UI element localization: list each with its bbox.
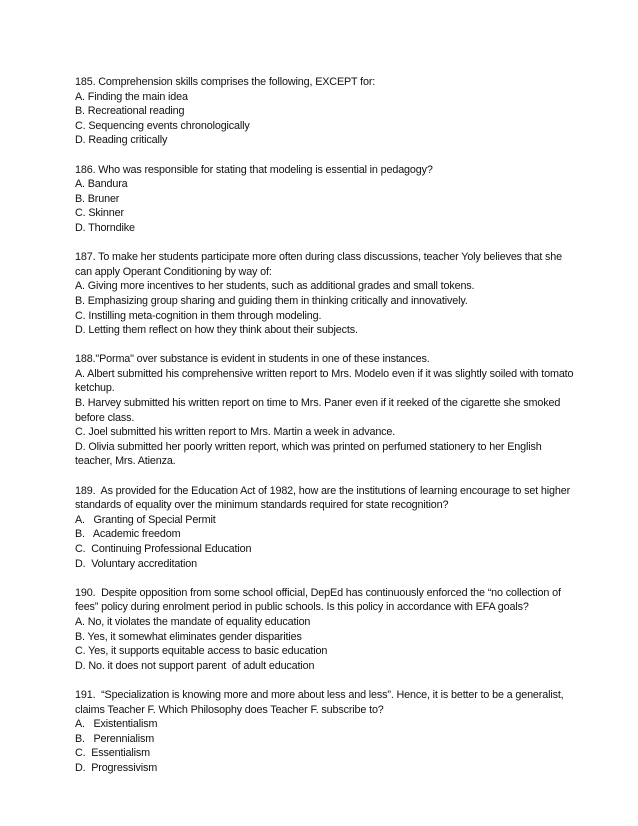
option-d: D. Letting them reflect on how they think about their subjects. xyxy=(75,324,358,337)
option-c: C. Joel submitted his written report to Mrs. Martin a week in advance. xyxy=(75,426,396,439)
question-stem: 186. Who was responsible for stating that modeling is essential in pedagogy? xyxy=(75,163,433,176)
option-d: D. No. it does not support parent of adult education xyxy=(75,659,315,672)
option-d: D. Thorndike xyxy=(75,221,135,234)
option-d: D. Progressivism xyxy=(75,761,158,774)
option-a: A. Albert submitted his comprehensive written report to Mrs. Modelo even if it was slightly soiled with tomato ketchup. xyxy=(75,367,577,395)
option-c: C. Sequencing events chronologically xyxy=(75,119,250,132)
question-190 xyxy=(75,586,575,674)
question-191 xyxy=(75,688,575,776)
option-b: B. Emphasizing group sharing and guiding them in thinking critically and innovatively. xyxy=(75,294,468,307)
option-b: B. Perennialism xyxy=(75,732,155,745)
question-187 xyxy=(75,250,575,338)
question-188 xyxy=(75,352,575,469)
question-185 xyxy=(75,75,575,148)
option-b: B. Yes, it somewhat eliminates gender disparities xyxy=(75,630,302,643)
option-c: C. Yes, it supports equitable access to basic education xyxy=(75,645,328,658)
question-189 xyxy=(75,484,575,572)
option-c: C. Continuing Professional Education xyxy=(75,543,252,555)
option-a: A. Bandura xyxy=(75,178,128,191)
question-stem: 190. Despite opposition from some school official, DepEd has continuously enforced the “no collection of fees” policy during enrolment period in public schools. Is this policy in accordance with EFA goals? xyxy=(75,586,564,614)
option-d: D. Voluntary accreditation xyxy=(75,557,197,570)
exam-document xyxy=(75,75,575,790)
option-a: A. Existentialism xyxy=(75,718,158,731)
option-b: B. Recreational reading xyxy=(75,105,185,118)
option-b: B. Academic freedom xyxy=(75,528,181,541)
option-a: A. Finding the main idea xyxy=(75,90,188,103)
question-stem: 188."Porma" over substance is evident in students in one of these instances. xyxy=(75,353,430,366)
option-b: B. Harvey submitted his written report on time to Mrs. Paner even if it reeked of the cigarette she smoked before class. xyxy=(75,397,564,424)
question-stem: 187. To make her students participate more often during class discussions, teacher Yoly believes that she can apply Operant Conditioning by way of: xyxy=(75,251,565,278)
question-stem: 191. “Specialization is knowing more and more about less and less”. Hence, it is better to be a generalist, claims Teacher F. Which Philosophy does Teacher F. subscribe to? xyxy=(75,688,567,716)
option-a: A. No, it violates the mandate of equality education xyxy=(75,615,311,628)
question-stem: 185. Comprehension skills comprises the following, EXCEPT for: xyxy=(75,76,376,88)
question-186 xyxy=(75,163,575,236)
option-a: A. Granting of Special Permit xyxy=(75,513,216,526)
option-b: B. Bruner xyxy=(75,192,120,205)
option-d: D. Olivia submitted her poorly written report, which was printed on perfumed stationery to her English teacher, Mrs. Atienza. xyxy=(75,440,545,468)
option-c: C. Skinner xyxy=(75,207,124,220)
question-stem: 189. As provided for the Education Act of 1982, how are the institutions of learning encourage to set higher standards of equality over the minimum standards required for state recognition? xyxy=(75,484,573,512)
option-c: C. Essentialism xyxy=(75,747,150,760)
option-c: C. Instilling meta-cognition in them through modeling. xyxy=(75,309,322,322)
option-a: A. Giving more incentives to her students, such as additional grades and small tokens. xyxy=(75,280,475,293)
option-d: D. Reading critically xyxy=(75,134,168,147)
